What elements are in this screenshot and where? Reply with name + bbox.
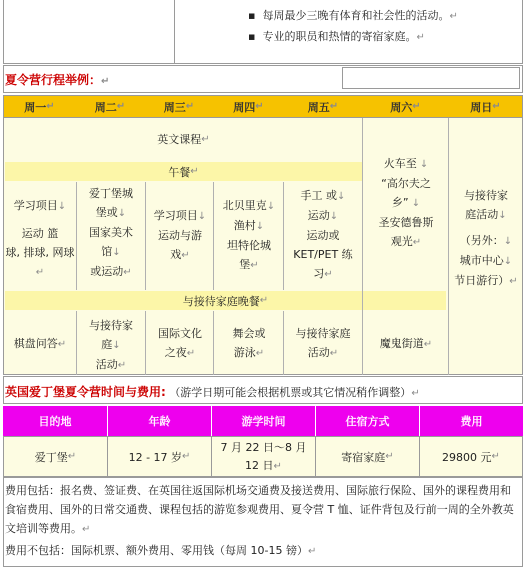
day-header: 周日 ↵ (470, 100, 501, 114)
day-header: 周二 ↵ (94, 100, 126, 114)
fee-header: 年龄 (108, 406, 211, 436)
thursday-afternoon: 北贝里克↓ 渔村↓ 坦特伦城 堡↵ (222, 199, 276, 271)
grid-line (283, 311, 284, 375)
intro-bullet: ▪ 专业的职员和热情的寄宿家庭。↵ (248, 30, 425, 43)
fee-header: 游学时间 (212, 406, 315, 436)
fee-cell-price: 29800 元 ↵ (419, 436, 523, 477)
itinerary-title: 夏令营行程举例：↵ (5, 73, 110, 87)
monday-evening: 棋盘问答↵ (13, 337, 67, 350)
day-header: 周四 ↵ (233, 100, 264, 114)
fees-title: 英国爱丁堡夏令营时间与费用: （游学日期可能会根据机票或其它情况稍作调整）↵ (5, 385, 420, 399)
fee-cell-destination: 爱丁堡 ↵ (3, 436, 108, 477)
grid-line (213, 311, 214, 375)
grid-line (145, 182, 146, 290)
day-header: 周一 ↵ (24, 100, 55, 114)
thursday-evening: 舞会或 游泳↵ (232, 327, 266, 359)
fee-cell-dates: 7 月 22 日～8 月 12 日↵ (211, 436, 316, 477)
grid-line (145, 311, 146, 375)
fee-cell-accommodation: 寄宿家庭 ↵ (315, 436, 420, 477)
fee-header: 目的地 (3, 406, 107, 436)
fee-excludes: 费用不包括：国际机票、额外费用、零用钱（每周 10-15 镑）↵ (5, 544, 317, 557)
saturday-evening: 魔鬼街道↵ (379, 337, 433, 350)
intro-divider (174, 0, 175, 64)
english-course: 英文课程 ↵ (157, 133, 210, 146)
wednesday-afternoon: 学习项目↓ 运动与游 戏↵ (153, 209, 207, 261)
lunch-label: 午餐 ↵ (168, 165, 199, 179)
fees-note: （游学日期可能会根据机票或其它情况稍作调整） (169, 386, 412, 399)
fee-header: 费用 (420, 406, 523, 436)
bullet-text: 每周最少三晚有体育和社会性的活动。 (262, 9, 450, 22)
day-header: 周六 ↵ (390, 100, 421, 114)
grid-line (213, 182, 214, 290)
grid-line (76, 182, 77, 290)
fee-includes: 费用包括：报名费、签证费、在英国往返国际机场交通费及接送费用、国际旅行保险、国外的课程费用和食宿费用、国外的日常交通费、课程包括的游览参观费用、夏令营 T 恤、证件背包及行前一周的全外教英文培训等费用。↵ (5, 484, 514, 535)
dinner-label: 与接待家庭晚餐 ↵ (182, 294, 269, 308)
friday-evening: 与接待家庭 活动↵ (295, 327, 351, 359)
grid-line (448, 118, 449, 375)
grid-line (76, 311, 77, 375)
sunday-activity: 与接待家 庭活动↓ （另外：↓ 城市中心↓ 节日游行）↵ (454, 189, 518, 287)
grid-line (283, 182, 284, 290)
friday-afternoon: 手工 或↓ 运动↓ 运动或 KET/PET 练 习↵ (293, 189, 353, 280)
tuesday-evening: 与接待家 庭↓ 活动↵ (89, 319, 133, 371)
grid-line (362, 118, 363, 375)
tuesday-afternoon: 爱丁堡城 堡或↓ 国家美术 馆↓ 或运动↵ (89, 187, 133, 278)
title-row-empty-cell (342, 67, 520, 89)
bullet-text: 专业的职员和热情的寄宿家庭。 (262, 30, 417, 43)
saturday-activity: 火车至 ↓ “高尔夫之 乡” ↓ 圣安德鲁斯 观光↵ (378, 157, 434, 248)
day-header: 周五 ↵ (307, 100, 339, 114)
fee-cell-age: 12 - 17 岁 ↵ (107, 436, 212, 477)
intro-bullet: ▪ 每周最少三晚有体育和社会性的活动。↵ (248, 9, 458, 22)
monday-afternoon: 学习项目↓ 运动 篮 球, 排球, 网球↵ (5, 199, 75, 278)
day-header: 周三 ↵ (163, 100, 195, 114)
fee-header: 住宿方式 (316, 406, 419, 436)
wednesday-evening: 国际文化 之夜↵ (158, 327, 202, 359)
